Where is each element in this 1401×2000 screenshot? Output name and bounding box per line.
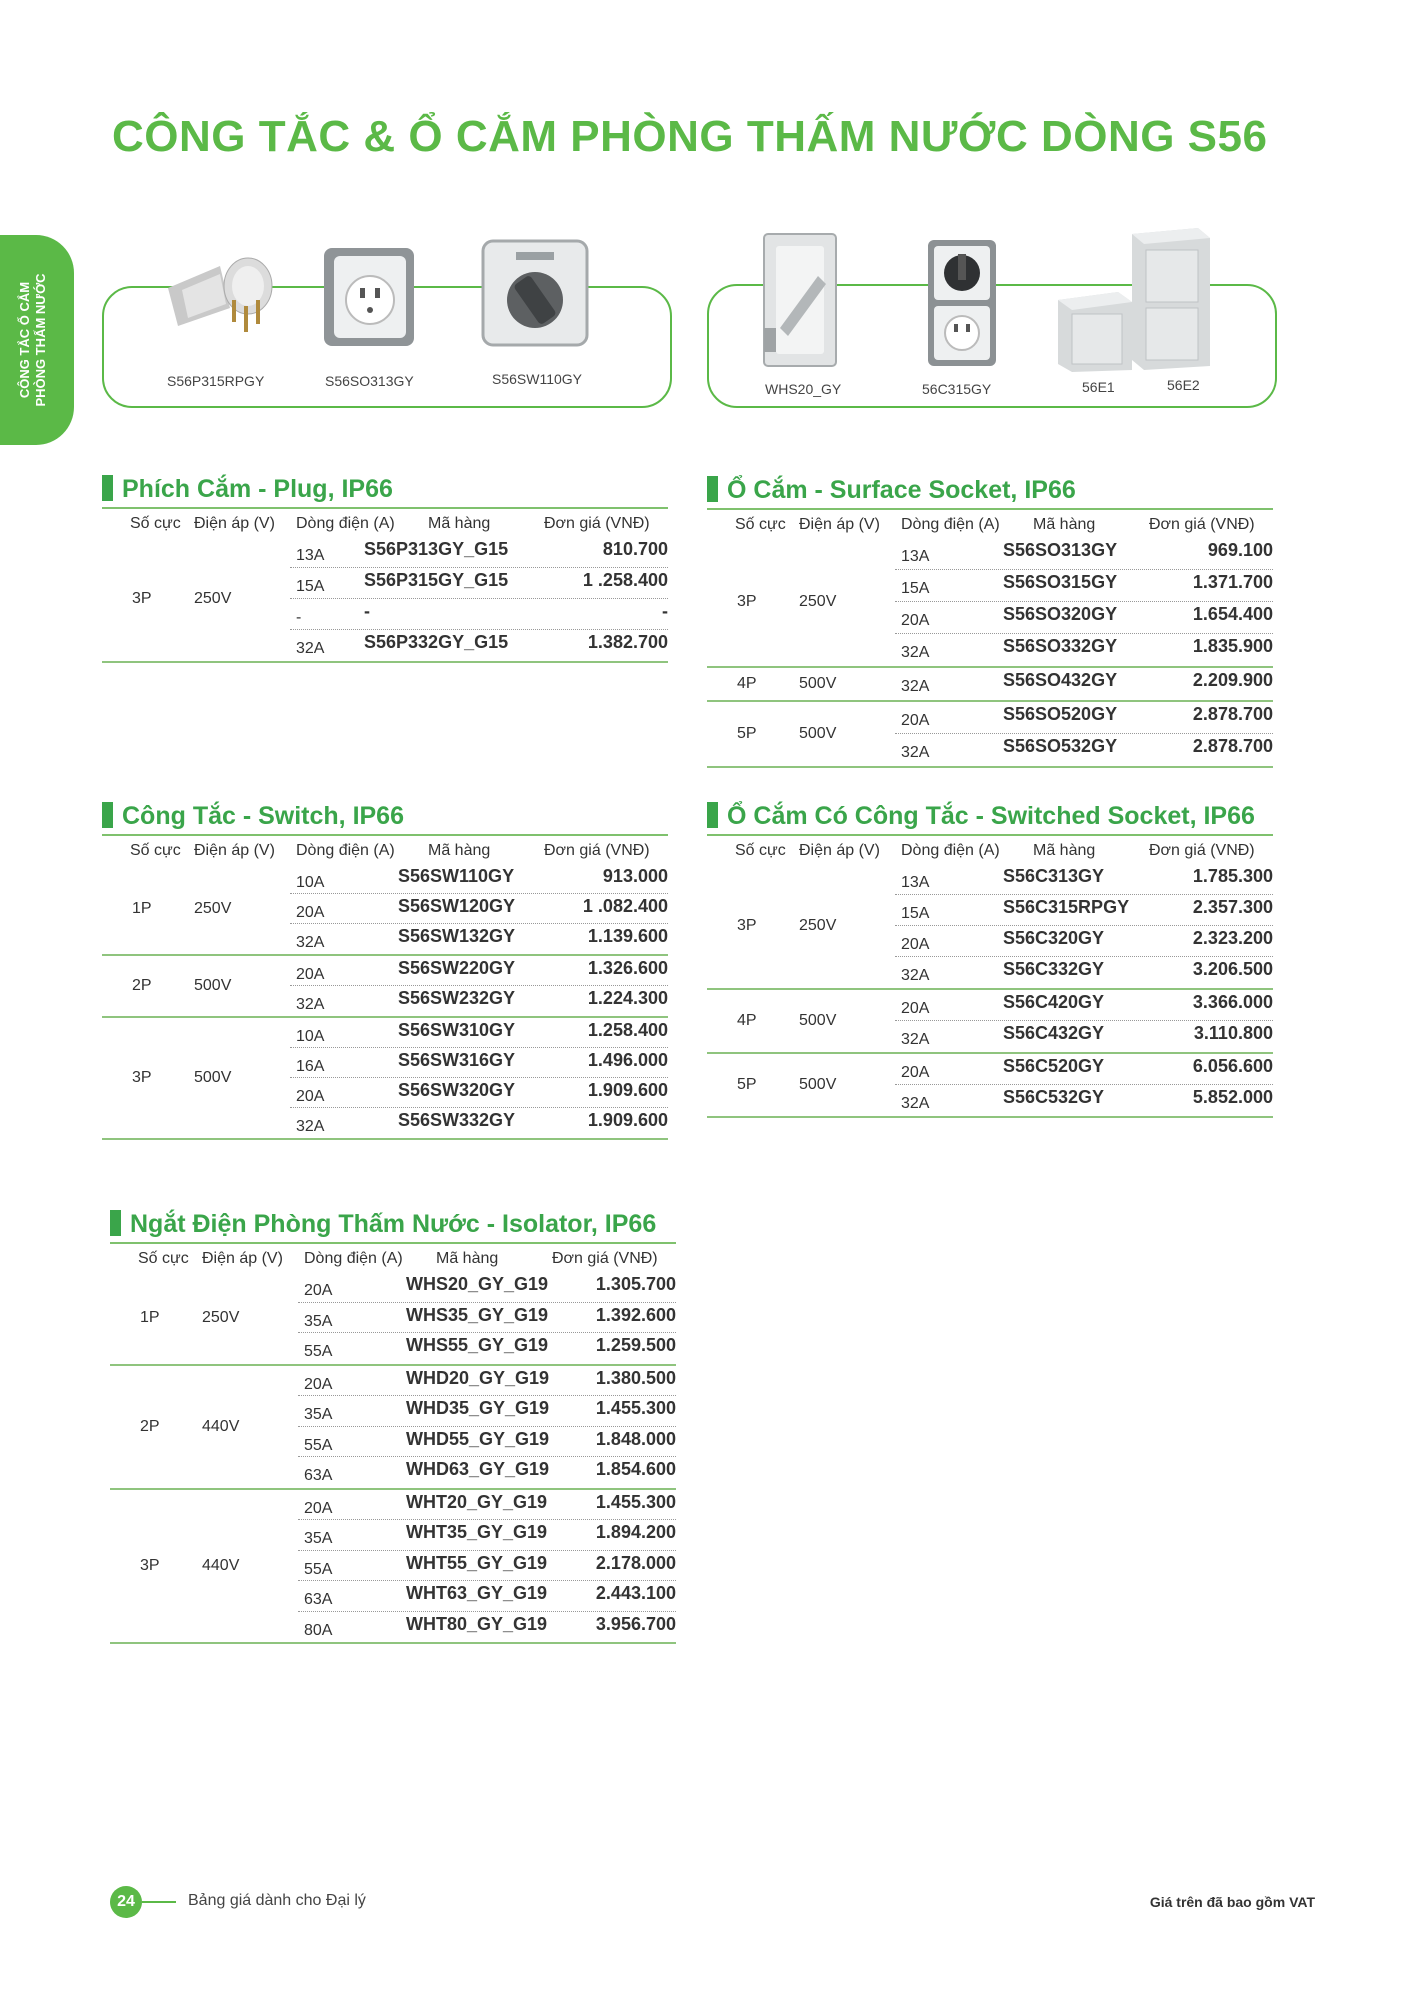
row-price: 1.305.700 — [595, 1274, 676, 1294]
row-current: 32A — [296, 934, 325, 951]
row-price: 1.455.300 — [595, 1491, 676, 1512]
row-price: 1.371.700 — [1192, 572, 1273, 592]
row-code: S56SO520GY — [1003, 704, 1118, 724]
row-price: 1.909.600 — [587, 1110, 668, 1130]
row-current: 32A — [296, 996, 325, 1013]
table-row — [102, 568, 668, 599]
row-code: S56P313GY_G15 — [364, 539, 509, 559]
header-current: Dòng điện (A) — [296, 515, 395, 532]
group-voltage: 500V — [799, 675, 837, 692]
table-row — [110, 1581, 676, 1612]
row-price: 1.258.400 — [587, 1020, 668, 1040]
group-poles: 5P — [737, 725, 757, 742]
header-voltage: Điện áp (V) — [799, 842, 880, 859]
group-poles: 1P — [132, 900, 152, 917]
group-voltage: 250V — [799, 917, 837, 934]
row-code: WHT55_GY_G19 — [406, 1552, 548, 1573]
table-row — [707, 570, 1273, 602]
section-title-bar — [102, 802, 113, 828]
table-row — [707, 538, 1273, 570]
row-code: S56SW332GY — [398, 1110, 516, 1130]
section-title-bar — [707, 802, 718, 828]
row-current: 16A — [296, 1058, 325, 1075]
header-code: Mã hàng — [436, 1250, 499, 1267]
side-tab-line-2: PHÒNG THẤM NƯỚC — [33, 273, 48, 407]
row-current: 32A — [901, 1095, 930, 1112]
table-row — [707, 634, 1273, 666]
table-group — [707, 668, 1273, 702]
switch-product-image — [480, 238, 590, 348]
table-header — [102, 836, 668, 864]
product-label: S56SO313GY — [325, 373, 414, 389]
table-group — [110, 1490, 676, 1645]
page-number: 24 — [110, 1886, 142, 1918]
group-poles: 5P — [737, 1076, 757, 1093]
table-row — [707, 895, 1273, 926]
row-current: 20A — [901, 712, 930, 729]
row-code: - — [364, 601, 370, 621]
header-poles: Số cực — [735, 842, 786, 859]
row-code: S56C432GY — [1003, 1023, 1105, 1043]
row-current: 35A — [304, 1312, 333, 1330]
row-code: WHS55_GY_G19 — [406, 1335, 549, 1355]
row-code: S56C313GY — [1003, 866, 1105, 886]
row-code: S56SW310GY — [398, 1020, 516, 1040]
table-group — [707, 864, 1273, 990]
table-row — [707, 926, 1273, 957]
table-group — [110, 1272, 676, 1366]
group-poles: 4P — [737, 1012, 757, 1029]
row-price: 2.178.000 — [595, 1552, 676, 1573]
footer-left-text: Bảng giá dành cho Đại lý — [188, 1892, 366, 1909]
table-row — [707, 864, 1273, 895]
group-poles: 1P — [140, 1308, 160, 1326]
row-price: 2.209.900 — [1192, 670, 1273, 690]
footer-right-text: Giá trên đã bao gồm VAT — [1149, 1894, 1315, 1910]
header-voltage: Điện áp (V) — [194, 515, 275, 532]
row-code: S56C315RPGY — [1003, 897, 1130, 917]
header-poles: Số cực — [735, 516, 786, 533]
row-price: 1.380.500 — [595, 1367, 676, 1388]
row-price: 1.392.600 — [595, 1304, 676, 1325]
header-poles: Số cực — [130, 515, 181, 532]
row-price: 2.443.100 — [595, 1583, 676, 1603]
row-price: 5.852.000 — [1192, 1087, 1273, 1107]
row-code: S56SO332GY — [1003, 636, 1118, 656]
row-code: S56SW220GY — [398, 958, 516, 978]
section-title: Ngắt Điện Phòng Thấm Nước - Isolator, IP66 — [110, 1208, 676, 1240]
header-voltage: Điện áp (V) — [799, 516, 880, 533]
header-current: Dòng điện (A) — [901, 842, 1000, 859]
table-group — [707, 1054, 1273, 1118]
section-title: Phích Cắm - Plug, IP66 — [102, 473, 668, 505]
isolator-section — [110, 1208, 676, 1644]
row-price: 810.700 — [602, 539, 668, 559]
table-header — [707, 836, 1273, 864]
row-price: 1.909.600 — [587, 1080, 668, 1100]
table-row — [110, 1333, 676, 1364]
table-row — [102, 924, 668, 954]
header-voltage: Điện áp (V) — [202, 1250, 283, 1267]
table-group — [102, 537, 668, 663]
row-code: S56SO315GY — [1003, 572, 1118, 592]
row-price: 1.654.400 — [1192, 604, 1273, 624]
row-current: 20A — [296, 904, 325, 921]
enclosure-56e2-product-image — [1128, 224, 1214, 372]
switched-socket-section — [707, 800, 1273, 1118]
row-price: 3.366.000 — [1192, 992, 1273, 1012]
table-row — [110, 1612, 676, 1643]
table-row — [102, 630, 668, 661]
row-current: 55A — [304, 1560, 333, 1578]
header-poles: Số cực — [130, 842, 181, 859]
group-poles: 4P — [737, 675, 757, 692]
row-current: 32A — [901, 744, 930, 761]
row-code: S56SW232GY — [398, 988, 516, 1008]
group-poles: 3P — [737, 917, 757, 934]
table-group — [102, 956, 668, 1018]
table-row — [707, 990, 1273, 1021]
row-current: 10A — [296, 1028, 325, 1045]
section-title: Ổ Cắm - Surface Socket, IP66 — [707, 474, 1273, 506]
product-label: 56C315GY — [922, 381, 992, 397]
table-group — [102, 864, 668, 956]
row-price: 1.894.200 — [595, 1522, 676, 1542]
price-table — [102, 864, 668, 1140]
row-price: 1.139.600 — [587, 926, 668, 946]
row-current: 20A — [901, 612, 930, 629]
row-price: 1.835.900 — [1192, 636, 1273, 656]
row-price: 2.357.300 — [1192, 897, 1273, 917]
row-code: S56SW316GY — [398, 1050, 516, 1070]
table-group — [102, 1018, 668, 1140]
row-price: 3.956.700 — [595, 1613, 676, 1634]
group-poles: 3P — [132, 1069, 152, 1086]
row-code: S56SO532GY — [1003, 736, 1118, 756]
header-price: Đơn giá (VNĐ) — [1149, 516, 1255, 533]
header-code: Mã hàng — [428, 842, 491, 859]
header-price: Đơn giá (VNĐ) — [1149, 842, 1255, 859]
row-current: 10A — [296, 874, 325, 891]
row-code: S56SO432GY — [1003, 670, 1118, 690]
row-code: S56C420GY — [1003, 992, 1105, 1012]
group-poles: 2P — [140, 1417, 160, 1435]
table-row — [707, 957, 1273, 988]
row-price: 1 .082.400 — [582, 896, 668, 916]
row-price: 1 .258.400 — [582, 570, 668, 590]
row-price: 3.206.500 — [1192, 959, 1273, 979]
enclosure-56e1-product-image — [1054, 288, 1136, 374]
footer-divider — [142, 1901, 176, 1903]
table-row — [110, 1303, 676, 1334]
table-group — [110, 1366, 676, 1490]
row-current: 63A — [304, 1467, 333, 1484]
group-voltage: 440V — [202, 1556, 240, 1574]
section-title-bar — [707, 476, 718, 502]
row-current: 32A — [296, 640, 325, 657]
header-price: Đơn giá (VNĐ) — [544, 842, 650, 859]
row-code: S56P315GY_G15 — [364, 570, 509, 590]
row-code: WHT63_GY_G19 — [406, 1583, 548, 1603]
group-voltage: 250V — [194, 590, 232, 607]
row-current: 35A — [304, 1530, 333, 1547]
table-row — [110, 1427, 676, 1458]
row-current: 13A — [901, 548, 930, 565]
row-code: WHS20_GY_G19 — [406, 1274, 549, 1294]
section-title-bar — [110, 1210, 121, 1236]
group-poles: 3P — [140, 1556, 160, 1574]
group-voltage: 500V — [194, 977, 232, 994]
row-current: 20A — [304, 1282, 333, 1299]
row-current: 55A — [304, 1436, 333, 1454]
row-current: 13A — [296, 547, 325, 564]
price-table — [707, 538, 1273, 768]
row-current: 20A — [901, 1000, 930, 1017]
row-price: 1.496.000 — [587, 1050, 668, 1070]
table-row — [707, 734, 1273, 766]
row-code: WHS35_GY_G19 — [406, 1304, 549, 1325]
table-row — [707, 668, 1273, 700]
table-row — [102, 1078, 668, 1108]
table-row — [110, 1490, 676, 1521]
header-price: Đơn giá (VNĐ) — [544, 515, 650, 532]
row-code: WHD35_GY_G19 — [406, 1398, 550, 1418]
plug-product-image — [160, 248, 280, 343]
header-code: Mã hàng — [1033, 516, 1096, 533]
side-tab-line-1: CÔNG TẮC Ổ CẮM — [17, 281, 32, 399]
row-price: 2.878.700 — [1192, 736, 1273, 756]
group-voltage: 250V — [799, 593, 837, 610]
row-price: - — [662, 601, 668, 621]
row-price: 1.455.300 — [595, 1398, 676, 1418]
row-price: 1.848.000 — [595, 1428, 676, 1449]
row-current: 20A — [296, 1088, 325, 1105]
row-code: S56SW320GY — [398, 1080, 516, 1100]
product-label: S56P315RPGY — [167, 373, 265, 389]
row-current: 32A — [901, 644, 930, 661]
table-row — [707, 1054, 1273, 1085]
table-row — [707, 1021, 1273, 1052]
product-label: WHS20_GY — [765, 381, 842, 397]
row-code: S56SO313GY — [1003, 540, 1118, 560]
row-price: 2.323.200 — [1192, 928, 1273, 948]
row-code: WHD63_GY_G19 — [406, 1459, 550, 1479]
table-row — [707, 702, 1273, 734]
row-current: 63A — [304, 1591, 333, 1608]
row-code: S56SW120GY — [398, 896, 516, 916]
table-group — [707, 702, 1273, 768]
header-current: Dòng điện (A) — [901, 516, 1000, 533]
row-current: 20A — [304, 1499, 333, 1517]
row-code: S56C532GY — [1003, 1087, 1105, 1107]
product-label: S56SW110GY — [492, 371, 583, 387]
row-current: 35A — [304, 1406, 333, 1423]
price-table — [102, 537, 668, 663]
row-current: 20A — [901, 1064, 930, 1081]
row-current: 15A — [901, 580, 930, 597]
row-current: 32A — [901, 967, 930, 984]
header-price: Đơn giá (VNĐ) — [552, 1250, 658, 1267]
table-header — [110, 1244, 676, 1272]
table-group — [707, 538, 1273, 668]
row-code: WHD55_GY_G19 — [406, 1428, 550, 1449]
table-row — [102, 956, 668, 986]
row-code: S56C320GY — [1003, 928, 1105, 948]
socket-product-image — [322, 246, 417, 348]
row-current: 15A — [901, 905, 930, 922]
table-row — [110, 1366, 676, 1397]
row-current: 32A — [296, 1118, 325, 1135]
plug-section — [102, 473, 668, 663]
table-row — [707, 602, 1273, 634]
row-current: 20A — [296, 966, 325, 983]
row-code: WHD20_GY_G19 — [406, 1367, 550, 1388]
row-code: S56SW132GY — [398, 926, 516, 946]
table-row — [102, 599, 668, 630]
row-price: 1.785.300 — [1192, 866, 1273, 886]
row-code: S56P332GY_G15 — [364, 632, 509, 652]
row-current: 32A — [901, 678, 930, 695]
header-poles: Số cực — [138, 1250, 189, 1267]
header-current: Dòng điện (A) — [304, 1250, 403, 1267]
table-header — [707, 510, 1273, 538]
row-price: 3.110.800 — [1193, 1023, 1273, 1043]
group-voltage: 500V — [799, 725, 837, 742]
surface-socket-section — [707, 474, 1273, 768]
table-row — [102, 894, 668, 924]
table-row — [110, 1457, 676, 1488]
table-row — [110, 1551, 676, 1582]
group-voltage: 500V — [799, 1076, 837, 1093]
row-code: WHT35_GY_G19 — [406, 1522, 548, 1542]
table-row — [110, 1520, 676, 1551]
side-tab — [0, 235, 74, 445]
group-voltage: 500V — [194, 1069, 232, 1086]
table-row — [102, 1048, 668, 1078]
header-voltage: Điện áp (V) — [194, 842, 275, 859]
table-row — [110, 1272, 676, 1303]
group-voltage: 500V — [799, 1012, 837, 1029]
table-group — [707, 990, 1273, 1054]
row-price: 913.000 — [602, 866, 668, 886]
table-row — [102, 864, 668, 894]
row-code: S56SW110GY — [398, 866, 515, 886]
row-code: S56SO320GY — [1003, 604, 1118, 624]
price-table — [110, 1272, 676, 1644]
header-code: Mã hàng — [428, 515, 491, 532]
row-current: 13A — [901, 874, 930, 891]
row-code: S56C520GY — [1003, 1056, 1105, 1076]
row-current: 20A — [901, 936, 930, 953]
isolator-product-image — [762, 232, 838, 368]
table-row — [102, 1108, 668, 1138]
row-price: 2.878.700 — [1192, 704, 1273, 724]
section-title: Công Tắc - Switch, IP66 — [102, 800, 668, 832]
group-poles: 2P — [132, 977, 152, 994]
page-title: CÔNG TẮC & Ổ CẮM PHÒNG THẤM NƯỚC DÒNG S56 — [112, 112, 1268, 161]
row-price: 969.100 — [1207, 540, 1273, 560]
switch-section — [102, 800, 668, 1140]
table-row — [707, 1085, 1273, 1116]
table-row — [110, 1396, 676, 1427]
table-header — [102, 509, 668, 537]
table-row — [102, 537, 668, 568]
header-code: Mã hàng — [1033, 842, 1096, 859]
row-price: 6.056.600 — [1192, 1056, 1273, 1076]
row-current: 20A — [304, 1375, 333, 1393]
row-price: 1.259.500 — [595, 1335, 676, 1355]
row-current: 55A — [304, 1343, 333, 1360]
header-current: Dòng điện (A) — [296, 842, 395, 859]
section-title-bar — [102, 475, 113, 501]
row-code: S56C332GY — [1003, 959, 1105, 979]
section-title: Ổ Cắm Có Công Tắc - Switched Socket, IP66 — [707, 800, 1273, 832]
row-price: 1.854.600 — [595, 1459, 676, 1479]
switched-socket-product-image — [926, 238, 998, 368]
group-poles: 3P — [132, 590, 152, 607]
group-voltage: 250V — [202, 1308, 240, 1326]
group-voltage: 440V — [202, 1417, 240, 1435]
row-current: 80A — [304, 1621, 333, 1639]
price-table — [707, 864, 1273, 1118]
row-current: - — [296, 609, 302, 626]
row-current: 32A — [901, 1031, 930, 1048]
row-code: WHT80_GY_G19 — [406, 1613, 548, 1634]
table-row — [102, 986, 668, 1016]
row-current: 15A — [296, 578, 325, 595]
group-poles: 3P — [737, 593, 757, 610]
row-price: 1.326.600 — [587, 958, 668, 978]
table-row — [102, 1018, 668, 1048]
row-price: 1.382.700 — [587, 632, 668, 652]
row-price: 1.224.300 — [587, 988, 668, 1008]
product-label: 56E2 — [1167, 377, 1200, 393]
group-voltage: 250V — [194, 900, 232, 917]
product-label: 56E1 — [1082, 379, 1115, 395]
row-code: WHT20_GY_G19 — [406, 1491, 548, 1512]
